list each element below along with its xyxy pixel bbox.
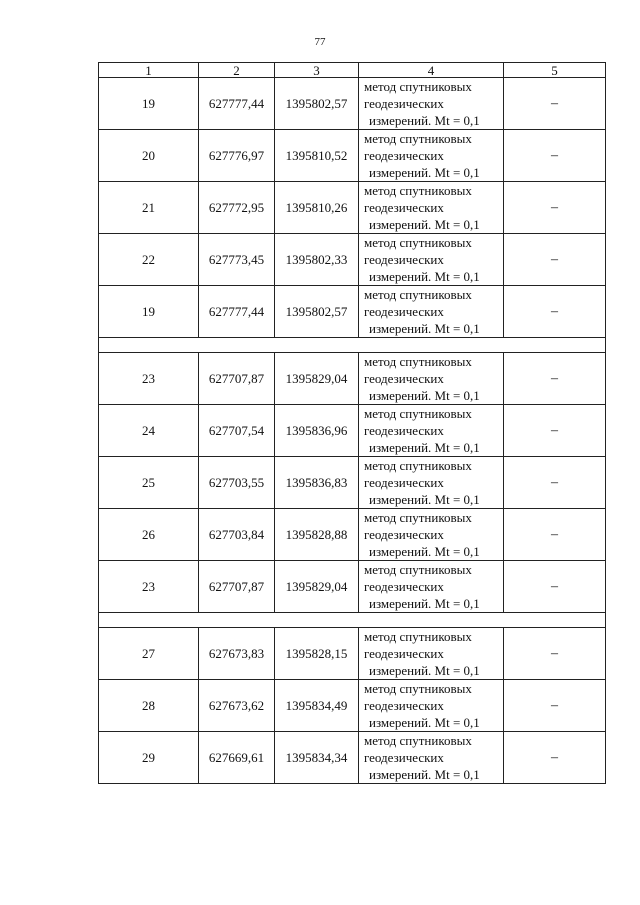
note-cell: – bbox=[504, 457, 606, 509]
method-cell bbox=[359, 457, 504, 509]
point-number-cell: 26 bbox=[99, 509, 199, 561]
method-line: геодезических bbox=[364, 423, 444, 438]
note-cell: – bbox=[504, 130, 606, 182]
method-line: метод спутниковых bbox=[364, 354, 472, 369]
method-line: метод спутниковых bbox=[364, 681, 472, 696]
table-row bbox=[99, 234, 606, 286]
method-line: геодезических bbox=[364, 371, 444, 386]
method-line: метод спутниковых bbox=[364, 131, 472, 146]
x-coordinate-cell: 627707,87 bbox=[199, 353, 275, 405]
note-cell: – bbox=[504, 509, 606, 561]
y-coordinate-cell: 1395802,57 bbox=[275, 78, 359, 130]
x-coordinate-cell: 627707,87 bbox=[199, 561, 275, 613]
method-line: измерений. Mt = 0,1 bbox=[369, 492, 480, 507]
y-coordinate-cell: 1395802,33 bbox=[275, 234, 359, 286]
x-coordinate-cell: 627703,84 bbox=[199, 509, 275, 561]
point-number-cell: 23 bbox=[99, 353, 199, 405]
method-line: метод спутниковых bbox=[364, 406, 472, 421]
point-number-cell: 24 bbox=[99, 405, 199, 457]
table-row bbox=[99, 561, 606, 613]
method-line: измерений. Mt = 0,1 bbox=[369, 544, 480, 559]
method-line: метод спутниковых bbox=[364, 183, 472, 198]
method-line: метод спутниковых bbox=[364, 235, 472, 250]
method-line: измерений. Mt = 0,1 bbox=[369, 269, 480, 284]
x-coordinate-cell: 627777,44 bbox=[199, 286, 275, 338]
method-line: геодезических bbox=[364, 148, 444, 163]
point-number-cell: 28 bbox=[99, 680, 199, 732]
x-coordinate-cell: 627773,45 bbox=[199, 234, 275, 286]
y-coordinate-cell: 1395834,34 bbox=[275, 732, 359, 784]
point-number-cell: 25 bbox=[99, 457, 199, 509]
note-cell: – bbox=[504, 234, 606, 286]
point-number-cell: 23 bbox=[99, 561, 199, 613]
coordinates-table-body bbox=[99, 63, 606, 784]
method-cell bbox=[359, 405, 504, 457]
method-line: измерений. Mt = 0,1 bbox=[369, 596, 480, 611]
y-coordinate-cell: 1395802,57 bbox=[275, 286, 359, 338]
note-cell: – bbox=[504, 182, 606, 234]
method-line: измерений. Mt = 0,1 bbox=[369, 663, 480, 678]
column-header: 4 bbox=[359, 63, 504, 78]
method-line: измерений. Mt = 0,1 bbox=[369, 113, 480, 128]
table-row bbox=[99, 353, 606, 405]
method-cell bbox=[359, 182, 504, 234]
table-row bbox=[99, 628, 606, 680]
y-coordinate-cell: 1395828,88 bbox=[275, 509, 359, 561]
method-line: геодезических bbox=[364, 527, 444, 542]
note-cell: – bbox=[504, 561, 606, 613]
method-line: измерений. Mt = 0,1 bbox=[369, 165, 480, 180]
note-cell: – bbox=[504, 286, 606, 338]
table-row bbox=[99, 130, 606, 182]
method-cell bbox=[359, 680, 504, 732]
method-cell bbox=[359, 130, 504, 182]
section-separator-row bbox=[99, 338, 606, 353]
method-cell bbox=[359, 561, 504, 613]
method-line: измерений. Mt = 0,1 bbox=[369, 217, 480, 232]
method-line: измерений. Mt = 0,1 bbox=[369, 440, 480, 455]
point-number-cell: 19 bbox=[99, 78, 199, 130]
note-cell: – bbox=[504, 78, 606, 130]
table-row bbox=[99, 405, 606, 457]
method-cell bbox=[359, 353, 504, 405]
point-number-cell: 20 bbox=[99, 130, 199, 182]
method-line: геодезических bbox=[364, 96, 444, 111]
method-cell bbox=[359, 78, 504, 130]
method-cell bbox=[359, 628, 504, 680]
point-number-cell: 22 bbox=[99, 234, 199, 286]
method-line: геодезических bbox=[364, 252, 444, 267]
table-row bbox=[99, 78, 606, 130]
method-line: измерений. Mt = 0,1 bbox=[369, 767, 480, 782]
x-coordinate-cell: 627673,62 bbox=[199, 680, 275, 732]
method-line: геодезических bbox=[364, 200, 444, 215]
x-coordinate-cell: 627669,61 bbox=[199, 732, 275, 784]
note-cell: – bbox=[504, 628, 606, 680]
y-coordinate-cell: 1395829,04 bbox=[275, 353, 359, 405]
x-coordinate-cell: 627777,44 bbox=[199, 78, 275, 130]
y-coordinate-cell: 1395829,04 bbox=[275, 561, 359, 613]
method-cell bbox=[359, 234, 504, 286]
x-coordinate-cell: 627703,55 bbox=[199, 457, 275, 509]
method-cell bbox=[359, 732, 504, 784]
point-number-cell: 21 bbox=[99, 182, 199, 234]
page-number: 77 bbox=[314, 36, 326, 48]
section-separator-cell bbox=[99, 613, 606, 628]
method-line: измерений. Mt = 0,1 bbox=[369, 388, 480, 403]
section-separator-cell bbox=[99, 338, 606, 353]
method-line: метод спутниковых bbox=[364, 629, 472, 644]
y-coordinate-cell: 1395834,49 bbox=[275, 680, 359, 732]
method-line: метод спутниковых bbox=[364, 733, 472, 748]
coordinates-table bbox=[98, 62, 606, 784]
y-coordinate-cell: 1395836,83 bbox=[275, 457, 359, 509]
point-number-cell: 29 bbox=[99, 732, 199, 784]
column-header: 3 bbox=[275, 63, 359, 78]
method-line: метод спутниковых bbox=[364, 458, 472, 473]
table-row bbox=[99, 457, 606, 509]
y-coordinate-cell: 1395836,96 bbox=[275, 405, 359, 457]
method-line: геодезических bbox=[364, 304, 444, 319]
method-line: измерений. Mt = 0,1 bbox=[369, 321, 480, 336]
x-coordinate-cell: 627707,54 bbox=[199, 405, 275, 457]
method-cell bbox=[359, 509, 504, 561]
y-coordinate-cell: 1395810,52 bbox=[275, 130, 359, 182]
method-line: метод спутниковых bbox=[364, 287, 472, 302]
table-row bbox=[99, 182, 606, 234]
x-coordinate-cell: 627776,97 bbox=[199, 130, 275, 182]
column-header: 1 bbox=[99, 63, 199, 78]
column-header: 5 bbox=[504, 63, 606, 78]
table-row bbox=[99, 509, 606, 561]
column-header: 2 bbox=[199, 63, 275, 78]
table-row bbox=[99, 680, 606, 732]
method-line: метод спутниковых bbox=[364, 562, 472, 577]
note-cell: – bbox=[504, 353, 606, 405]
point-number-cell: 19 bbox=[99, 286, 199, 338]
method-line: геодезических bbox=[364, 698, 444, 713]
note-cell: – bbox=[504, 680, 606, 732]
note-cell: – bbox=[504, 732, 606, 784]
table-header-row bbox=[99, 63, 606, 78]
x-coordinate-cell: 627772,95 bbox=[199, 182, 275, 234]
section-separator-row bbox=[99, 613, 606, 628]
table-row bbox=[99, 286, 606, 338]
method-line: геодезических bbox=[364, 579, 444, 594]
method-line: метод спутниковых bbox=[364, 79, 472, 94]
y-coordinate-cell: 1395810,26 bbox=[275, 182, 359, 234]
method-line: измерений. Mt = 0,1 bbox=[369, 715, 480, 730]
method-line: геодезических bbox=[364, 646, 444, 661]
method-line: метод спутниковых bbox=[364, 510, 472, 525]
note-cell: – bbox=[504, 405, 606, 457]
method-line: геодезических bbox=[364, 475, 444, 490]
x-coordinate-cell: 627673,83 bbox=[199, 628, 275, 680]
y-coordinate-cell: 1395828,15 bbox=[275, 628, 359, 680]
table-row bbox=[99, 732, 606, 784]
point-number-cell: 27 bbox=[99, 628, 199, 680]
method-line: геодезических bbox=[364, 750, 444, 765]
method-cell bbox=[359, 286, 504, 338]
